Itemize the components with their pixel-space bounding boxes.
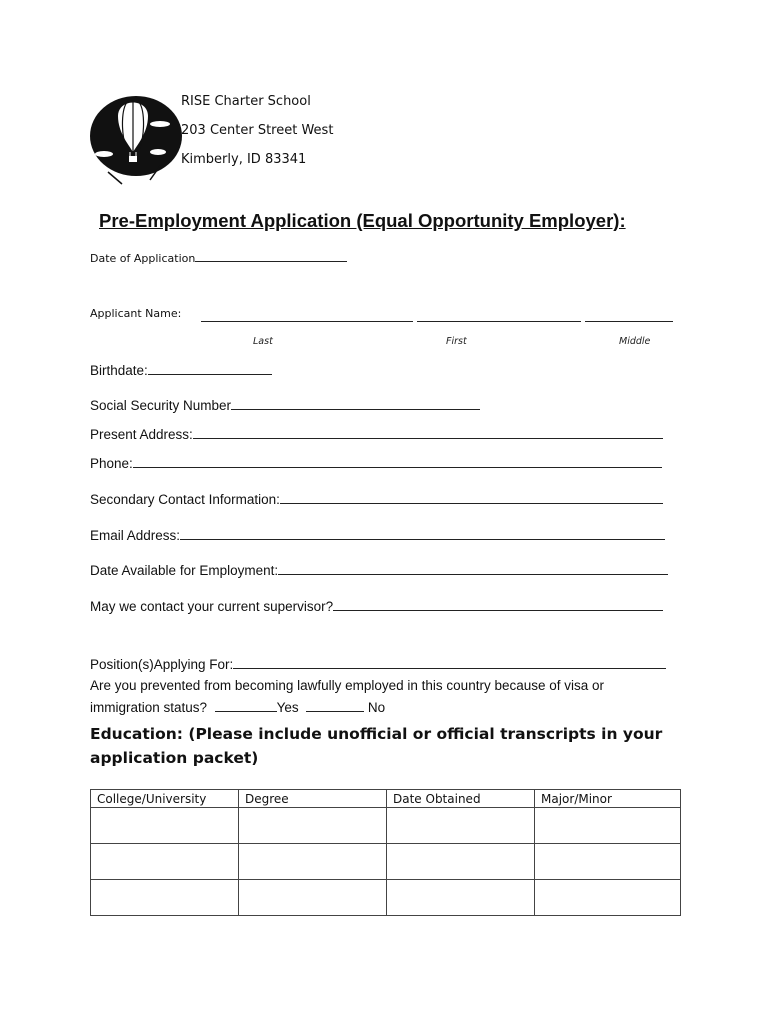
first-name-field[interactable] bbox=[417, 309, 581, 322]
phone-row bbox=[90, 455, 662, 471]
first-name-caption: First bbox=[446, 336, 467, 347]
table-cell[interactable] bbox=[535, 844, 681, 880]
contact-supervisor-label: May we contact your current supervisor? bbox=[90, 599, 334, 614]
table-cell[interactable] bbox=[91, 880, 239, 916]
visa-question-line1: Are you prevented from becoming lawfully employed in this country because of visa or bbox=[90, 678, 605, 693]
ssn-row bbox=[90, 397, 480, 413]
visa-question-row bbox=[90, 699, 385, 715]
secondary-contact-row bbox=[90, 491, 663, 507]
secondary-contact-label: Secondary Contact Information: bbox=[90, 492, 280, 507]
visa-yes-label: Yes bbox=[276, 700, 299, 715]
table-cell[interactable] bbox=[239, 880, 387, 916]
visa-question-line2: immigration status? bbox=[90, 700, 208, 715]
school-name: RISE Charter School bbox=[181, 94, 311, 109]
table-row bbox=[91, 844, 681, 880]
date-available-field[interactable] bbox=[278, 562, 668, 575]
visa-no-field[interactable] bbox=[306, 699, 364, 712]
email-label: Email Address: bbox=[90, 528, 181, 543]
phone-label: Phone: bbox=[90, 456, 133, 471]
ssn-label: Social Security Number bbox=[90, 398, 232, 413]
secondary-contact-field[interactable] bbox=[280, 491, 663, 504]
column-header-major-minor: Major/Minor bbox=[535, 790, 681, 808]
email-row bbox=[90, 527, 665, 543]
last-name-caption: Last bbox=[253, 336, 273, 347]
table-row bbox=[91, 880, 681, 916]
date-available-row bbox=[90, 562, 668, 578]
table-cell[interactable] bbox=[91, 844, 239, 880]
present-address-row bbox=[90, 426, 663, 442]
middle-name-field[interactable] bbox=[585, 309, 673, 322]
middle-name-caption: Middle bbox=[619, 336, 651, 347]
table-cell[interactable] bbox=[387, 880, 535, 916]
visa-no-label: No bbox=[367, 700, 386, 715]
visa-yes-field[interactable] bbox=[215, 699, 277, 712]
contact-supervisor-row bbox=[90, 598, 663, 614]
positions-field[interactable] bbox=[233, 656, 666, 669]
date-available-label: Date Available for Employment: bbox=[90, 563, 279, 578]
birthdate-field[interactable] bbox=[148, 362, 272, 375]
last-name-field[interactable] bbox=[201, 309, 413, 322]
table-cell[interactable] bbox=[91, 808, 239, 844]
date-of-application-field[interactable] bbox=[195, 249, 347, 262]
email-field[interactable] bbox=[180, 527, 665, 540]
table-cell[interactable] bbox=[239, 808, 387, 844]
education-heading: Education: (Please include unofficial or official transcripts in your application packet) bbox=[90, 725, 663, 767]
contact-supervisor-field[interactable] bbox=[333, 598, 663, 611]
date-of-application-label: Date of Application bbox=[90, 252, 196, 265]
education-table bbox=[90, 789, 681, 916]
school-street: 203 Center Street West bbox=[181, 123, 334, 138]
table-cell[interactable] bbox=[535, 880, 681, 916]
column-header-college: College/University bbox=[91, 790, 239, 808]
column-header-degree: Degree bbox=[239, 790, 387, 808]
table-row bbox=[91, 808, 681, 844]
table-cell[interactable] bbox=[239, 844, 387, 880]
birthdate-row bbox=[90, 362, 272, 378]
ssn-field[interactable] bbox=[231, 397, 480, 410]
phone-field[interactable] bbox=[133, 455, 662, 468]
school-logo bbox=[88, 92, 184, 188]
table-cell[interactable] bbox=[387, 808, 535, 844]
table-cell[interactable] bbox=[535, 808, 681, 844]
school-city: Kimberly, ID 83341 bbox=[181, 152, 307, 167]
education-table-header bbox=[91, 790, 681, 808]
form-title: Pre-Employment Application (Equal Opportunity Employer): bbox=[99, 210, 626, 231]
birthdate-label: Birthdate: bbox=[90, 363, 148, 378]
applicant-name-label: Applicant Name: bbox=[90, 307, 182, 320]
positions-label: Position(s)Applying For: bbox=[90, 657, 234, 672]
table-cell[interactable] bbox=[387, 844, 535, 880]
present-address-label: Present Address: bbox=[90, 427, 193, 442]
date-of-application-row bbox=[90, 249, 347, 265]
present-address-field[interactable] bbox=[193, 426, 663, 439]
column-header-date-obtained: Date Obtained bbox=[387, 790, 535, 808]
positions-row bbox=[90, 656, 666, 672]
